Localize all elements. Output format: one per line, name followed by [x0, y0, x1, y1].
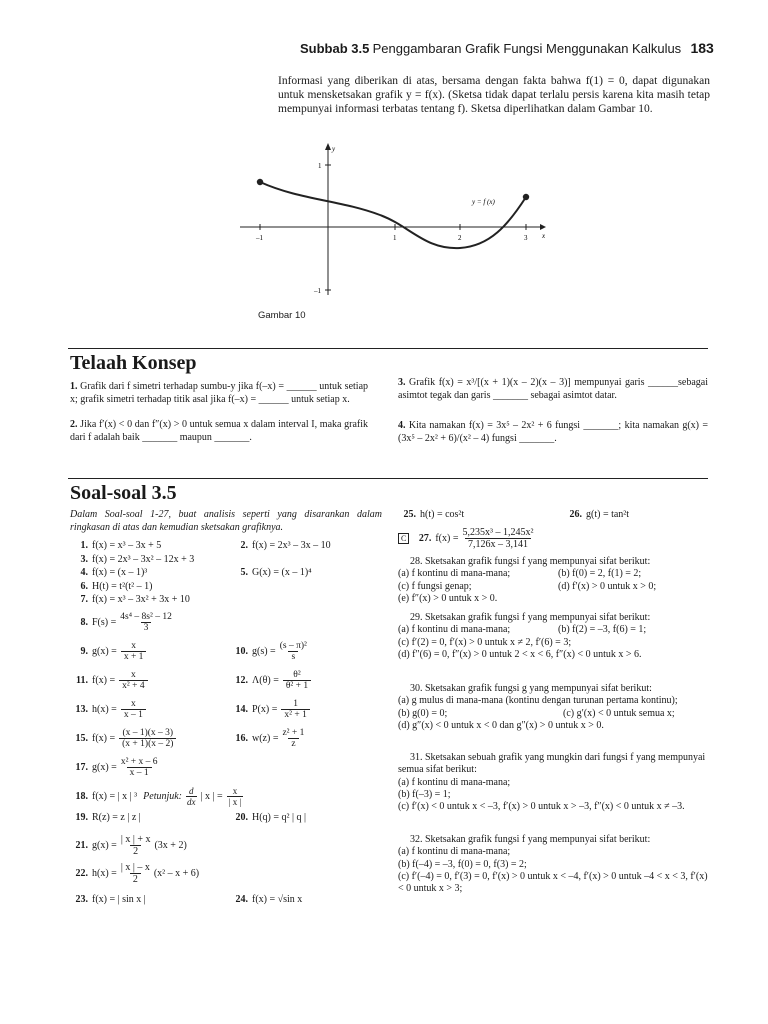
frac-num: | x | – x: [120, 862, 150, 873]
item-text: H(q) = q² | q |: [252, 812, 307, 823]
telaah-item-3-number: 3.: [398, 377, 406, 388]
tick-label-x3: 3: [524, 234, 528, 242]
item-number: 4.: [80, 567, 88, 578]
soal-item-29: [398, 612, 710, 661]
frac-den: 7,126x – 3,141: [465, 538, 531, 550]
item-text: f(x) = √sin x: [252, 894, 303, 905]
telaah-item-2: [70, 419, 368, 444]
item-number: 15.: [75, 733, 88, 744]
telaah-item-2-text: Jika f′(x) < 0 dan f″(x) > 0 untuk semua x dalam interval I, maka grafik dari f adalah baik _______ maupun _______.: [70, 419, 368, 443]
tick-label-x1: 1: [393, 234, 397, 242]
item-30-a: (a) g mulus di mana-mana (kontinu dengan turunan pertama kontinu);: [398, 695, 678, 707]
endpoint-left: [257, 179, 263, 185]
item-number: 6.: [80, 581, 88, 592]
tick-label-y-neg1: –1: [314, 287, 321, 295]
frac-num: | x | + x: [120, 834, 151, 845]
frac-den: 3: [141, 622, 152, 633]
item-lhs: f(x) =: [435, 533, 459, 544]
item-number: 9.: [80, 646, 88, 657]
telaah-item-4: [398, 420, 708, 445]
soal-row-1-2: [70, 540, 390, 554]
frac-den: x² + 1: [281, 709, 309, 720]
item-text: R(z) = z | z |: [92, 812, 141, 823]
fraction-item: [70, 637, 146, 666]
item-30-lead: 30. Sketsakan grafik fungsi g yang mempunyai sifat berikut:: [410, 683, 652, 694]
item-text: h(t) = cos²t: [420, 509, 465, 520]
frac-den: x – 1: [121, 709, 146, 720]
soal-fraction-row: [70, 608, 390, 637]
item-number: 14.: [235, 704, 248, 715]
telaah-item-3-text: Grafik f(x) = x³/[(x + 1)(x – 2)(x – 3)] mempunyai garis ______sebagai asimtot tegak dan garis _______ sebagai asimtot datar.: [398, 377, 709, 401]
section-rule-soal: [68, 478, 708, 479]
item-28-lead: 28. Sketsakan grafik fungsi f yang mempunyai sifat berikut:: [410, 556, 651, 567]
soal-heading: Soal-soal 3.5: [70, 482, 177, 504]
item-32-a: (a) f kontinu di mana-mana;: [398, 846, 511, 858]
frac-den: θ² + 1: [283, 680, 311, 691]
subsection-label: Subbab 3.5: [300, 41, 370, 56]
item-29-b: (b) f(2) = –3, f(6) = 1;: [558, 624, 647, 636]
item-lhs: f(x) =: [92, 675, 116, 686]
soal-item-31: [398, 752, 710, 813]
telaah-item-1-number: 1.: [70, 381, 78, 392]
frac-num: x: [131, 670, 136, 680]
hint-label: Petunjuk:: [143, 791, 183, 802]
section-rule-telaah: [68, 348, 708, 349]
telaah-item-3: [398, 377, 708, 402]
d-den: dx: [187, 797, 196, 807]
frac-den: | x |: [228, 797, 242, 807]
item-text: f(x) = (x – 1)³: [92, 567, 148, 578]
frac-num: x: [131, 641, 136, 651]
fraction-item: [70, 724, 176, 753]
tick-label-y1: 1: [318, 162, 322, 170]
frac-num: x² + x – 6: [120, 757, 158, 767]
frac-num: (s – π)²: [279, 641, 307, 651]
telaah-item-4-text: Kita namakan f(x) = 3x⁵ – 2x² + 6 fungsi _______; kita namakan g(x) = (3x⁵ – 2x² + 6)/(x² – 4) fungsi _______.: [398, 420, 709, 444]
frac-den: x + 1: [121, 651, 147, 662]
frac-num: z² + 1: [282, 728, 305, 738]
item-number: 16.: [235, 733, 248, 744]
frac-num: x: [232, 786, 238, 796]
item-number: 5.: [240, 567, 248, 578]
item-29-d: (d) f″(6) = 0, f″(x) > 0 untuk 2 < x < 6, f″(x) < 0 untuk x > 6.: [398, 648, 642, 660]
item-number: 17.: [75, 762, 88, 773]
soal-row-6: [70, 581, 390, 594]
soal-item-21: [70, 834, 187, 857]
item-30-d: (d) g″(x) < 0 untuk x < 0 dan g″(x) > 0 untuk x > 0.: [398, 719, 604, 731]
soal-left-simple: [70, 540, 390, 607]
soal-item-25-26: [398, 509, 708, 520]
frac-den: 2: [130, 845, 141, 857]
item-30-c: (c) g′(x) < 0 untuk semua x;: [563, 707, 675, 719]
figure-caption: Gambar 10: [258, 310, 306, 321]
fraction-item: [70, 666, 148, 695]
item-text: f(x) = 2x³ – 3x² – 12x + 3: [92, 554, 195, 565]
item-31-c: (c) f′(x) < 0 untuk x < –3, f′(x) > 0 untuk x > –3, f″(x) < 0 untuk x ≠ –3.: [398, 801, 685, 813]
item-29-c: (c) f′(2) = 0, f′(x) > 0 untuk x ≠ 2, f′(6) = 3;: [398, 636, 572, 648]
soal-fraction-row: [70, 666, 390, 695]
abs-text: | x | =: [200, 791, 223, 802]
item-number: 22.: [75, 868, 88, 879]
frac-den: z: [288, 738, 298, 749]
soal-item-18: [70, 786, 390, 807]
item-number: 8.: [80, 617, 88, 628]
item-lhs: g(x) =: [92, 840, 117, 851]
frac-den: 2: [130, 873, 141, 885]
intro-paragraph: Informasi yang diberikan di atas, bersama dengan fakta bahwa f(1) = 0, dapat digunakan untuk mensketsakan grafik y = f(x). (Sketsa tidak dapat terlalu persis karena kita masih tetap mempunyai informasi terbatas tentang f). Sketsa diperlihatkan dalam Gambar 10.: [278, 75, 710, 115]
running-header: [300, 40, 712, 57]
frac-den: x² + 4: [119, 680, 147, 691]
item-28-b: (b) f(0) = 2, f(1) = 2;: [558, 568, 642, 580]
item-32-b: (b) f(–4) = –3, f(0) = 0, f(3) = 2;: [398, 858, 527, 870]
item-number: 7.: [80, 594, 88, 605]
item-text: f(x) = | sin x |: [92, 894, 146, 905]
item-31-lead: 31. Sketsakan sebuah grafik yang mungkin dari fungsi f yang mempunyai semua sifat berikut:: [398, 752, 706, 776]
item-28-c: (c) f fungsi genap;: [398, 580, 472, 592]
item-text: G(x) = (x – 1)⁴: [252, 567, 312, 578]
frac-num: 1: [293, 699, 298, 709]
item-31-b: (b) f(–3) = 1;: [398, 788, 451, 800]
soal-item-23-24: [70, 894, 390, 905]
x-axis-label: x: [542, 232, 546, 240]
soal-fraction-row: [70, 753, 390, 782]
fraction-item: [230, 695, 310, 724]
item-28-a: (a) f kontinu di mana-mana;: [398, 568, 511, 580]
item-lhs: w(z) =: [252, 733, 279, 744]
tick-label-x-neg1: –1: [256, 234, 263, 242]
telaah-item-1-text: Grafik dari f simetri terhadap sumbu-y jika f(–x) = ______ untuk setiap x; grafik simetri terhadap titik asal jika f(–x) = ______ untuk setiap x.: [70, 381, 369, 405]
frac-num: (x – 1)(x – 3): [122, 728, 174, 738]
calculator-badge-icon: C: [398, 533, 409, 544]
item-number: 12.: [235, 675, 248, 686]
soal-item-27: [398, 527, 533, 550]
item-number: 18.: [75, 791, 88, 802]
soal-row-4-5: [70, 567, 390, 581]
y-axis-arrow: [325, 143, 331, 150]
item-number: 20.: [235, 812, 248, 823]
telaah-heading: Telaah Konsep: [70, 352, 197, 374]
curve-label: y = f (x): [472, 198, 495, 206]
tick-label-x2: 2: [458, 234, 462, 242]
fraction-item: [230, 724, 304, 753]
item-30-b: (b) g(0) = 0;: [398, 707, 448, 719]
item-lhs: h(x) =: [92, 868, 117, 879]
frac-num: 4s⁴ – 8s² – 12: [120, 612, 172, 622]
frac-num: θ²: [293, 670, 301, 680]
item-29-lead: 29. Sketsakan grafik fungsi f yang mempunyai sifat berikut:: [410, 612, 651, 623]
soal-item-32: [398, 834, 710, 895]
item-number: 21.: [75, 840, 88, 851]
item-32-c: (c) f′(–4) = 0, f′(3) = 0, f′(x) > 0 untuk x < –4, f′(x) > 0 untuk –4 < x < 3, f′(x) < 0 untuk x > 3;: [398, 870, 708, 895]
frac-den: x – 1: [127, 767, 152, 778]
x-axis-arrow: [540, 224, 546, 230]
soal-item-22: [70, 862, 199, 885]
frac-den: (x + 1)(x – 2): [119, 738, 176, 749]
soal-item-19-20: [70, 812, 390, 823]
soal-item-30: [398, 683, 710, 732]
item-number: 25.: [403, 509, 416, 520]
item-text: f(x) = | x | ³: [92, 791, 138, 802]
figure-10-graph: [240, 140, 560, 310]
item-number: 23.: [75, 894, 88, 905]
item-28-e: (e) f″(x) > 0 untuk x > 0.: [398, 592, 498, 604]
item-text: f(x) = x³ – 3x + 5: [92, 540, 162, 551]
item-number: 19.: [75, 812, 88, 823]
item-lhs: g(s) =: [252, 646, 276, 657]
item-lhs: Λ(θ) =: [252, 675, 279, 686]
item-number: 24.: [235, 894, 248, 905]
telaah-item-4-number: 4.: [398, 420, 406, 431]
item-lhs: F(s) =: [92, 617, 117, 628]
item-tail: (3x + 2): [154, 840, 187, 851]
soal-row-7: [70, 594, 390, 607]
item-text: H(t) = t²(t² – 1): [92, 581, 153, 592]
soal-row-3: [70, 554, 390, 567]
page-number: 183: [690, 40, 714, 56]
y-axis-label: y: [332, 145, 336, 153]
telaah-item-1: [70, 381, 368, 406]
item-number: 27.: [418, 533, 432, 544]
item-text: f(x) = 2x³ – 3x – 10: [252, 540, 331, 551]
d-num: d: [189, 786, 194, 796]
item-number: 11.: [76, 675, 88, 686]
fraction-item: [70, 753, 158, 782]
item-lhs: g(x) =: [92, 646, 117, 657]
soal-fraction-row: [70, 637, 390, 666]
item-29-a: (a) f kontinu di mana-mana;: [398, 624, 511, 636]
item-number: 3.: [80, 554, 88, 565]
item-lhs: P(x) =: [252, 704, 278, 715]
item-28-d: (d) f′(x) > 0 untuk x > 0;: [558, 580, 657, 592]
item-number: 2.: [240, 540, 248, 551]
item-lhs: h(x) =: [92, 704, 117, 715]
fraction-item: [230, 637, 307, 666]
item-text: f(x) = x³ – 3x² + 3x + 10: [92, 594, 190, 605]
item-text: g(t) = tan²t: [586, 509, 630, 520]
item-number: 13.: [75, 704, 88, 715]
item-number: 10.: [235, 646, 248, 657]
header-title: Penggambaran Grafik Fungsi Menggunakan Kalkulus: [372, 41, 682, 56]
fraction-item: [70, 695, 146, 724]
item-number: 26.: [569, 509, 582, 520]
item-tail: (x² – x + 6): [153, 868, 200, 879]
fraction-item: [70, 608, 172, 637]
frac-num: 5,235x³ – 1,245x²: [462, 527, 534, 538]
soal-item-28: [398, 556, 710, 605]
soal-fraction-row: [70, 724, 390, 753]
soal-fraction-row: [70, 695, 390, 724]
item-lhs: g(x) =: [92, 762, 117, 773]
soal-instructions: Dalam Soal-soal 1-27, buat analisis seperti yang disarankan dalam ringkasan di atas dan kemudian sketsakan grafiknya.: [70, 509, 382, 533]
fraction-item: [230, 666, 311, 695]
item-32-lead: 32. Sketsakan grafik fungsi f yang mempunyai sifat berikut:: [410, 834, 651, 845]
item-number: 1.: [80, 540, 88, 551]
frac-den: s: [288, 651, 298, 662]
frac-num: x: [130, 699, 136, 709]
endpoint-right: [523, 194, 529, 200]
item-lhs: f(x) =: [92, 733, 116, 744]
item-31-a: (a) f kontinu di mana-mana;: [398, 776, 511, 788]
telaah-item-2-number: 2.: [70, 419, 78, 430]
